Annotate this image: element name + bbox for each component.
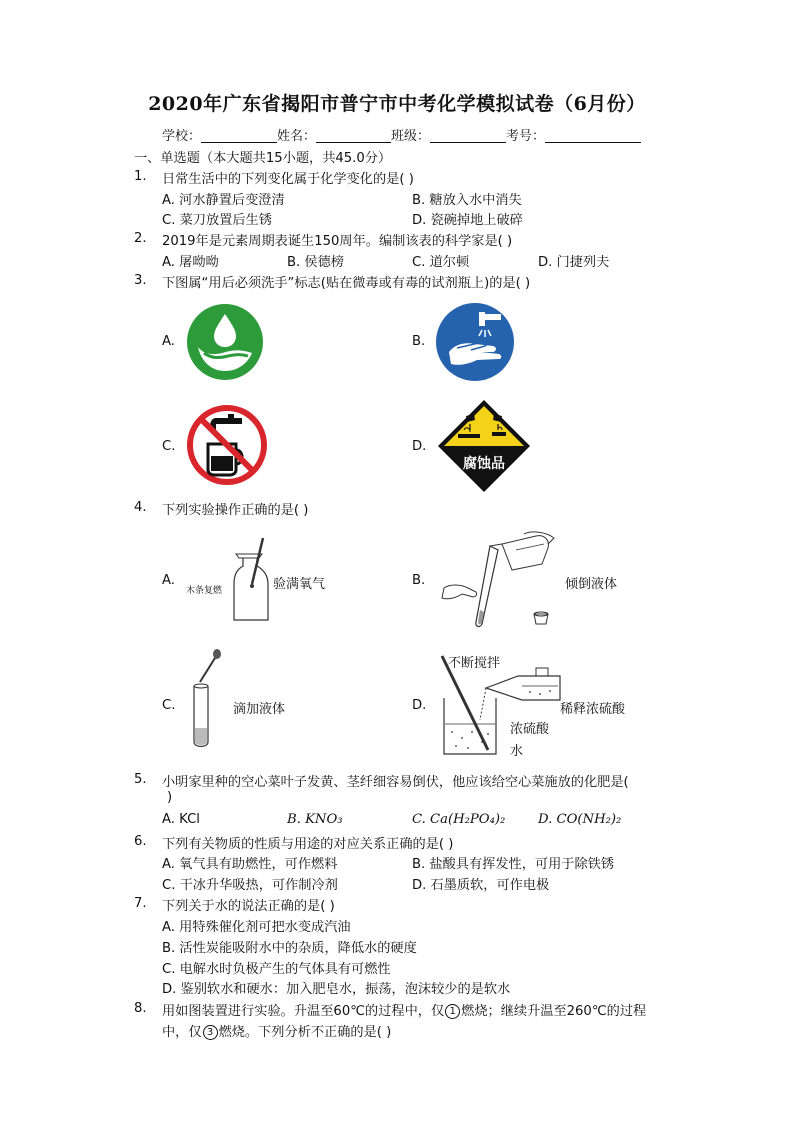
question-number: 4. [134,500,147,515]
question-stem: 下列关于水的说法正确的是( ) [162,899,335,914]
option-a[interactable]: A. [162,573,175,588]
name-field[interactable] [316,128,391,143]
option-b[interactable]: B. 盐酸具有挥发性，可用于除铁锈 [412,857,615,872]
option-a[interactable]: A. 用特殊催化剂可把水变成汽油 [162,920,351,935]
question-stem: 下列有关物质的性质与用途的对应关系正确的是( ) [162,837,454,852]
question-number: 3. [134,273,147,288]
option-c[interactable]: C. 干冰升华吸热，可作制冷剂 [162,878,338,893]
no-drinking-water-icon [186,404,268,486]
school-field[interactable] [201,128,277,143]
question-stem: 2019年是元素周期表诞生150周年。编制该表的科学家是( ) [162,234,513,249]
stem-text: 中，仅 [162,1025,202,1040]
water-drop-icon [186,303,264,381]
question-number: 5. [134,772,147,787]
question-number: 2. [134,231,147,246]
fig-caption: 浓硫酸 [510,722,550,737]
option-a[interactable]: A. 氧气具有助燃性，可作燃料 [162,857,338,872]
question-stem: ) [167,790,173,805]
stem-text: 燃烧。下列分析不正确的是( ) [218,1025,392,1040]
mark-3: 3 [203,1025,218,1040]
option-a[interactable]: A. KCl [162,812,200,827]
mark-1: 1 [445,1004,460,1019]
fig-caption: 验满氧气 [273,577,326,592]
fig-caption: 稀释浓硫酸 [560,702,626,717]
question-stem [162,1021,391,1040]
option-d[interactable]: D. 瓷碗掉地上破碎 [412,213,523,228]
class-label: 班级： [391,129,431,144]
corrosive-label: 腐蚀品 [463,456,505,472]
school-label: 学校： [162,129,202,144]
number-label: 考号： [506,129,546,144]
wash-hands-icon [435,302,515,382]
option-d[interactable]: D. [412,439,427,454]
fig-caption: 木条复燃 [186,586,223,596]
stem-text: 燃烧；继续升温至260℃的过程 [461,1004,647,1019]
fig-caption: 不断搅拌 [448,656,501,671]
gas-bottle-test-icon [232,536,274,624]
question-number: 7. [134,896,147,911]
question-stem: 下列实验操作正确的是( ) [162,503,309,518]
option-d[interactable]: D. 石墨质软，可作电极 [412,878,550,893]
option-b[interactable]: B. 糖放入水中消失 [412,193,522,208]
question-number: 8. [134,1001,147,1016]
name-label: 姓名： [277,129,317,144]
page-title: 2020年广东省揭阳市普宁市中考化学模拟试卷（6月份） [148,93,646,115]
section-heading: 一、单选题（本大题共15小题，共45.0分） [134,151,392,166]
option-b[interactable]: B. 活性炭能吸附水中的杂质，降低水的硬度 [162,941,417,956]
dropper-icon [188,648,224,750]
fig-caption: 倾倒液体 [565,577,618,592]
class-field[interactable] [430,128,506,143]
stem-text: 用如图装置进行实验。升温至60℃的过程中，仅 [162,1004,445,1019]
option-d[interactable]: D. 鉴别软水和硬水：加入肥皂水，振荡，泡沫较少的是软水 [162,982,511,997]
option-a[interactable]: A. [162,334,175,349]
option-c[interactable]: C. 菜刀放置后生锈 [162,213,272,228]
question-number: 1. [134,169,147,184]
fig-caption: 滴加液体 [233,702,286,717]
fig-caption: 水 [510,744,524,759]
option-c[interactable]: C. 电解水时负极产生的气体具有可燃性 [162,962,391,977]
question-stem: 日常生活中的下列变化属于化学变化的是( ) [162,172,414,187]
option-d[interactable]: D. 门捷列夫 [538,255,610,270]
pour-liquid-icon [436,530,562,630]
option-b[interactable]: B. KNO₃ [287,812,343,827]
option-d[interactable]: D. [412,698,427,713]
option-b[interactable]: B. [412,573,426,588]
question-number: 6. [134,834,147,849]
option-b[interactable]: B. [412,334,426,349]
option-c[interactable]: C. [162,698,176,713]
question-stem [162,1000,646,1019]
option-a[interactable]: A. 河水静置后变澄清 [162,193,285,208]
option-c[interactable]: C. 道尔顿 [412,255,470,270]
question-stem: 小明家里种的空心菜叶子发黄、茎纤细容易倒伏，他应该给空心菜施放的化肥是( [162,775,629,790]
option-d[interactable]: D. CO(NH₂)₂ [538,812,622,827]
question-stem: 下图属“用后必须洗手”标志(贴在微毒或有毒的试剂瓶上)的是( ) [162,276,531,291]
student-info [162,125,641,144]
number-field[interactable] [545,128,641,143]
option-b[interactable]: B. 侯德榜 [287,255,344,270]
option-c[interactable]: C. [162,439,176,454]
option-a[interactable]: A. 屠呦呦 [162,255,219,270]
corrosive-icon [436,398,532,494]
option-c[interactable]: C. Ca(H₂PO₄)₂ [412,812,506,827]
